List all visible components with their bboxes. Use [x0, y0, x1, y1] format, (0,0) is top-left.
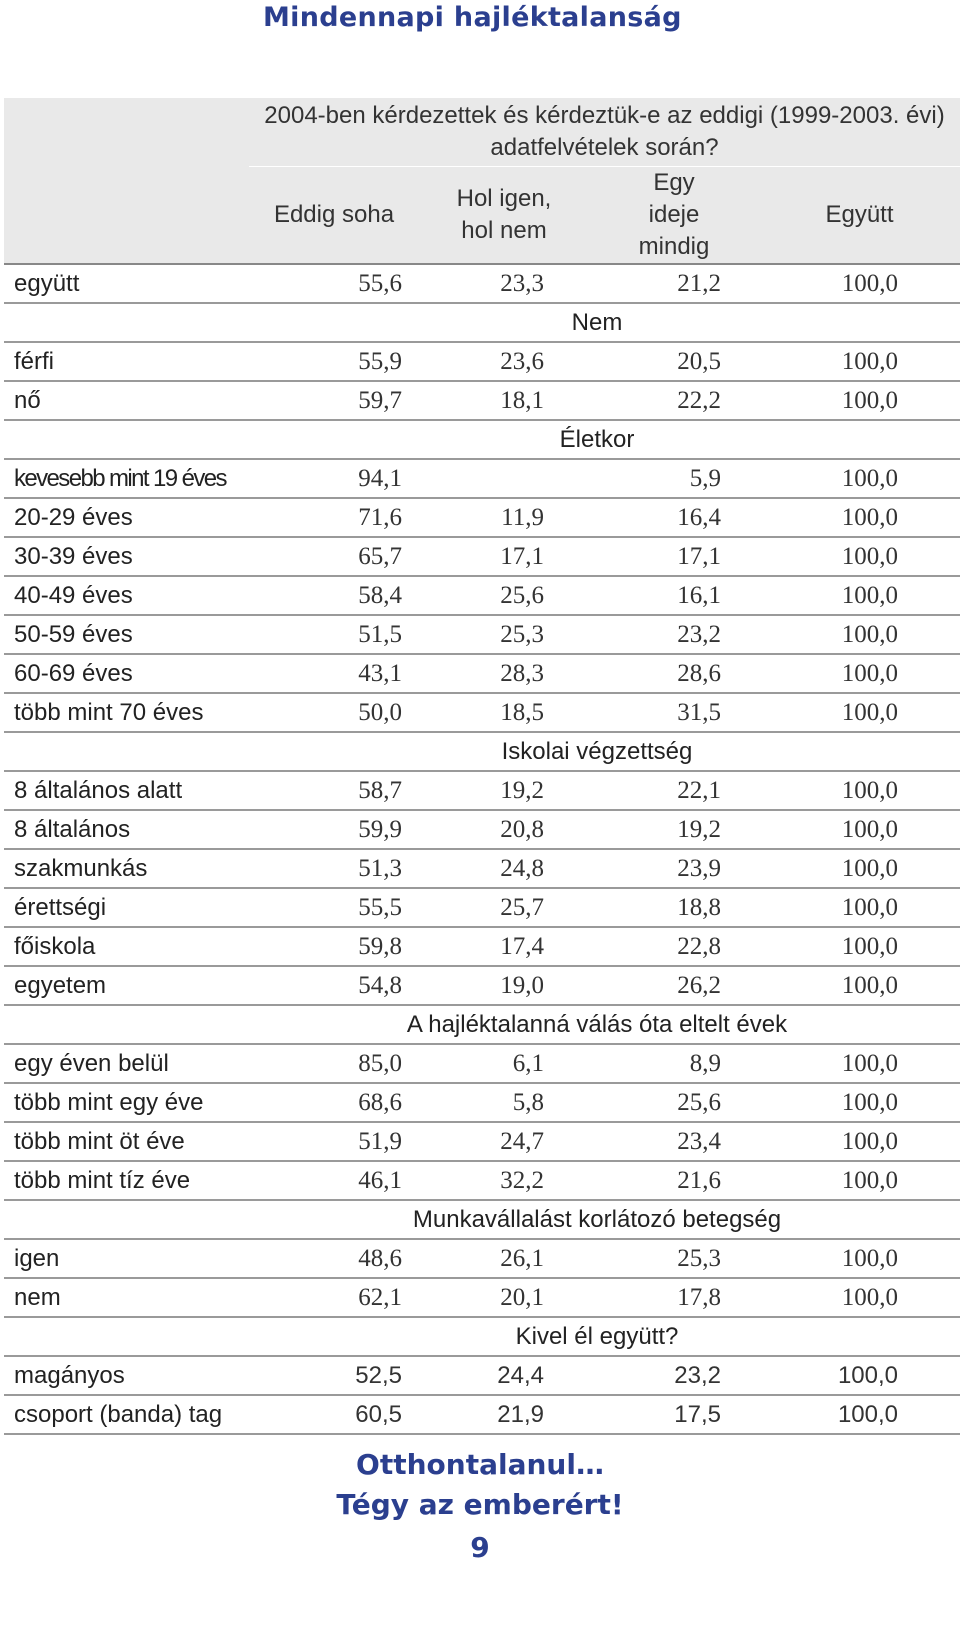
row-value: 23,4 [589, 1122, 759, 1161]
section-header-row [4, 1317, 960, 1356]
table-row [4, 1278, 960, 1317]
row-value: 58,7 [249, 771, 419, 810]
row-label: egyetem [4, 966, 249, 1005]
row-value: 46,1 [249, 1161, 419, 1200]
table-row [4, 615, 960, 654]
footer-line-2: Tégy az emberért! [336, 1488, 624, 1521]
row-label: 40-49 éves [4, 576, 249, 615]
row-value: 100,0 [759, 927, 960, 966]
row-value: 55,5 [249, 888, 419, 927]
table-row [4, 1083, 960, 1122]
row-value: 51,3 [249, 849, 419, 888]
table-row [4, 849, 960, 888]
row-value: 17,5 [589, 1395, 759, 1434]
row-value: 100,0 [759, 810, 960, 849]
table-row [4, 1395, 960, 1434]
row-value: 25,6 [419, 576, 589, 615]
section-title: Iskolai végzettség [4, 732, 960, 771]
table-row [4, 1161, 960, 1200]
row-value: 6,1 [419, 1044, 589, 1083]
table-row [4, 1122, 960, 1161]
table-header-question-row [4, 98, 960, 167]
row-value: 100,0 [759, 1083, 960, 1122]
section-title: Munkavállalást korlátozó betegség [4, 1200, 960, 1239]
row-value: 11,9 [419, 498, 589, 537]
section-header-row [4, 303, 960, 342]
row-label: nő [4, 381, 249, 420]
row-value: 24,7 [419, 1122, 589, 1161]
row-label: főiskola [4, 927, 249, 966]
row-value: 59,9 [249, 810, 419, 849]
section-title: Életkor [4, 420, 960, 459]
row-value: 100,0 [759, 654, 960, 693]
section-header-row [4, 732, 960, 771]
footer-line-1: Otthontalanul… [356, 1448, 604, 1481]
table-row [4, 342, 960, 381]
data-table [4, 98, 960, 1435]
row-value: 59,7 [249, 381, 419, 420]
column-header-egy-ideje-mindig: Egy ideje mindig [589, 167, 759, 265]
page-title: Mindennapi hajléktalanság [263, 2, 682, 33]
table-row [4, 1356, 960, 1395]
row-value: 22,8 [589, 927, 759, 966]
header-corner [4, 98, 249, 167]
row-label: 60-69 éves [4, 654, 249, 693]
table-question: 2004-ben kérdezettek és kérdeztük-e az eddigi (1999-2003. évi) adatfelvételek során? [249, 98, 960, 167]
row-value: 100,0 [759, 1278, 960, 1317]
row-label: egy éven belül [4, 1044, 249, 1083]
row-value: 100,0 [759, 537, 960, 576]
row-value: 19,2 [589, 810, 759, 849]
row-value: 100,0 [759, 771, 960, 810]
row-value: 8,9 [589, 1044, 759, 1083]
row-value: 20,5 [589, 342, 759, 381]
row-value: 50,0 [249, 693, 419, 732]
row-label: több mint egy éve [4, 1083, 249, 1122]
row-value: 58,4 [249, 576, 419, 615]
row-value: 43,1 [249, 654, 419, 693]
table-row [4, 264, 960, 303]
row-value: 51,9 [249, 1122, 419, 1161]
row-label: több mint tíz éve [4, 1161, 249, 1200]
row-value: 28,3 [419, 654, 589, 693]
row-value: 5,8 [419, 1083, 589, 1122]
table-row [4, 1044, 960, 1083]
row-value: 18,1 [419, 381, 589, 420]
row-value: 100,0 [759, 1161, 960, 1200]
row-value: 28,6 [589, 654, 759, 693]
table-row [4, 927, 960, 966]
table-row [4, 381, 960, 420]
table-row [4, 459, 960, 498]
row-value: 100,0 [759, 264, 960, 303]
row-value: 85,0 [249, 1044, 419, 1083]
row-label: nem [4, 1278, 249, 1317]
row-value: 100,0 [759, 1239, 960, 1278]
row-value: 19,2 [419, 771, 589, 810]
column-header-egyutt: Együtt [759, 167, 960, 265]
table-row [4, 888, 960, 927]
row-value: 65,7 [249, 537, 419, 576]
row-value: 25,6 [589, 1083, 759, 1122]
row-label: igen [4, 1239, 249, 1278]
row-value: 16,4 [589, 498, 759, 537]
section-title: Nem [4, 303, 960, 342]
row-value: 24,8 [419, 849, 589, 888]
row-value: 100,0 [759, 693, 960, 732]
row-value: 55,6 [249, 264, 419, 303]
row-value: 5,9 [589, 459, 759, 498]
section-header-row [4, 420, 960, 459]
row-label: férfi [4, 342, 249, 381]
row-value: 100,0 [759, 342, 960, 381]
row-value: 51,5 [249, 615, 419, 654]
row-value: 23,3 [419, 264, 589, 303]
section-title: A hajléktalanná válás óta eltelt évek [4, 1005, 960, 1044]
row-value: 26,1 [419, 1239, 589, 1278]
row-value: 100,0 [759, 381, 960, 420]
row-value: 21,9 [419, 1395, 589, 1434]
table-header-columns-row [4, 167, 960, 265]
row-value: 22,1 [589, 771, 759, 810]
row-value: 31,5 [589, 693, 759, 732]
row-value: 100,0 [759, 576, 960, 615]
row-value: 55,9 [249, 342, 419, 381]
table-row [4, 537, 960, 576]
row-value: 18,8 [589, 888, 759, 927]
row-label: szakmunkás [4, 849, 249, 888]
row-value: 20,8 [419, 810, 589, 849]
row-value: 100,0 [759, 1122, 960, 1161]
row-value: 24,4 [419, 1356, 589, 1395]
row-label: kevesebb mint 19 éves [4, 459, 249, 498]
row-value: 17,1 [419, 537, 589, 576]
row-value: 17,4 [419, 927, 589, 966]
section-title: Kivel él együtt? [4, 1317, 960, 1356]
row-value: 23,2 [589, 1356, 759, 1395]
row-label: 8 általános alatt [4, 771, 249, 810]
row-value: 71,6 [249, 498, 419, 537]
row-label: magányos [4, 1356, 249, 1395]
row-value: 17,8 [589, 1278, 759, 1317]
row-value: 25,3 [419, 615, 589, 654]
table-row [4, 693, 960, 732]
row-value: 60,5 [249, 1395, 419, 1434]
row-value: 25,3 [589, 1239, 759, 1278]
row-label: együtt [4, 264, 249, 303]
section-header-row [4, 1005, 960, 1044]
row-value: 25,7 [419, 888, 589, 927]
row-value: 21,2 [589, 264, 759, 303]
row-label: 30-39 éves [4, 537, 249, 576]
header-corner-bottom [4, 167, 249, 265]
row-value: 16,1 [589, 576, 759, 615]
table-row [4, 498, 960, 537]
row-label: 8 általános [4, 810, 249, 849]
row-value: 54,8 [249, 966, 419, 1005]
row-label: több mint 70 éves [4, 693, 249, 732]
row-value: 48,6 [249, 1239, 419, 1278]
row-label: csoport (banda) tag [4, 1395, 249, 1434]
row-value: 100,0 [759, 459, 960, 498]
row-value: 100,0 [759, 888, 960, 927]
row-value: 21,6 [589, 1161, 759, 1200]
table-row [4, 771, 960, 810]
row-value: 100,0 [759, 498, 960, 537]
section-header-row [4, 1200, 960, 1239]
row-value: 100,0 [759, 615, 960, 654]
row-value: 20,1 [419, 1278, 589, 1317]
table-row [4, 966, 960, 1005]
row-value: 23,2 [589, 615, 759, 654]
row-value: 100,0 [759, 1395, 960, 1434]
row-value: 26,2 [589, 966, 759, 1005]
row-value: 32,2 [419, 1161, 589, 1200]
table-row [4, 576, 960, 615]
row-value: 18,5 [419, 693, 589, 732]
row-value: 100,0 [759, 849, 960, 888]
row-label: 20-29 éves [4, 498, 249, 537]
row-label: több mint öt éve [4, 1122, 249, 1161]
column-header-eddig-soha: Eddig soha [249, 167, 419, 265]
row-value: 100,0 [759, 1356, 960, 1395]
row-value: 62,1 [249, 1278, 419, 1317]
row-value: 23,6 [419, 342, 589, 381]
row-value: 23,9 [589, 849, 759, 888]
table-row [4, 654, 960, 693]
row-value: 59,8 [249, 927, 419, 966]
row-value: 100,0 [759, 966, 960, 1005]
row-label: érettségi [4, 888, 249, 927]
row-value: 68,6 [249, 1083, 419, 1122]
column-header-hol-igen-hol-nem: Hol igen, hol nem [419, 167, 589, 265]
table-row [4, 810, 960, 849]
row-value: 19,0 [419, 966, 589, 1005]
row-value: 94,1 [249, 459, 419, 498]
page-number: 9 [470, 1531, 490, 1564]
table-row [4, 1239, 960, 1278]
row-value: 52,5 [249, 1356, 419, 1395]
row-value [419, 459, 589, 498]
row-label: 50-59 éves [4, 615, 249, 654]
row-value: 17,1 [589, 537, 759, 576]
row-value: 100,0 [759, 1044, 960, 1083]
row-value: 22,2 [589, 381, 759, 420]
